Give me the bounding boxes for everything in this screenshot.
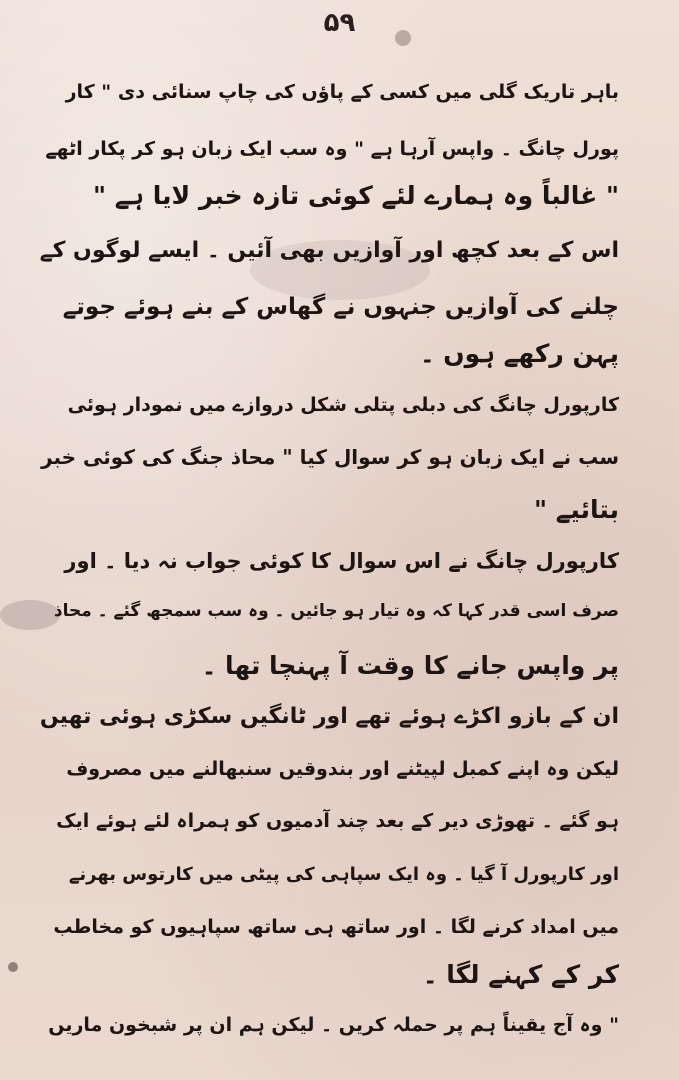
- text-line-13: ان کے بازو اکڑے ہوئے تھے اور ٹانگیں سکڑی ہوئی تھیں: [39, 704, 619, 729]
- paper-stain: [0, 600, 60, 630]
- text-line-12: پر واپس جانے کا وقت آ پہنچا تھا ۔: [201, 651, 619, 680]
- text-line-4: اس کے بعد کچھ اور آوازیں بھی آئیں ۔ ایسے لوگوں کے: [39, 238, 619, 263]
- text-line-11: صرف اسی قدر کہا کہ وہ تیار ہو جائیں ۔ وہ سب سمجھ گئے ۔ محاذ: [53, 601, 619, 621]
- text-line-1: باہر تاریک گلی میں کسی کے پاؤں کی چاپ سنائی دی " کار: [65, 81, 619, 103]
- text-line-7: کارپورل چانگ کی دبلی پتلی شکل دروازے میں نمودار ہوئی: [67, 394, 619, 416]
- text-line-9: بتائیے ": [534, 495, 619, 524]
- text-line-3: " غالباً وہ ہمارے لئے کوئی تازہ خبر لایا ہے ": [93, 181, 619, 210]
- text-line-2: پورل چانگ ۔ واپس آرہا ہے " وہ سب ایک زبان ہو کر پکار اٹھے: [45, 138, 619, 160]
- text-line-17: میں امداد کرنے لگا ۔ اور ساتھ ہی ساتھ سپاہیوں کو مخاطب: [53, 916, 619, 938]
- page-number: ۵۹: [323, 8, 356, 38]
- text-line-8: سب نے ایک زبان ہو کر سوال کیا " محاذ جنگ کی کوئی خبر: [41, 445, 619, 469]
- text-line-16: اور کارپورل آ گیا ۔ وہ ایک سپاہی کی پیٹی میں کارتوس بھرنے: [68, 864, 619, 885]
- text-line-5: چلنے کی آوازیں جنہوں نے گھاس کے بنے ہوئے جوتے: [62, 294, 619, 320]
- text-line-14: لیکن وہ اپنے کمبل لپیٹنے اور بندوقیں سنبھالنے میں مصروف: [66, 758, 619, 780]
- text-line-18: کر کے کہنے لگا ۔: [422, 960, 619, 989]
- text-line-10: کارپورل چانگ نے اس سوال کا کوئی جواب نہ دیا ۔ اور: [64, 549, 619, 573]
- text-line-15: ہو گئے ۔ تھوڑی دیر کے بعد چند آدمیوں کو ہمراہ لئے ہوئے ایک: [56, 810, 619, 832]
- text-line-19: " وہ آج یقیناً ہم پر حملہ کریں ۔ لیکن ہم ان پر شبخون ماریں: [48, 1014, 619, 1036]
- text-line-6: پہن رکھے ہوں ۔: [419, 339, 619, 368]
- paper-stain: [8, 962, 18, 972]
